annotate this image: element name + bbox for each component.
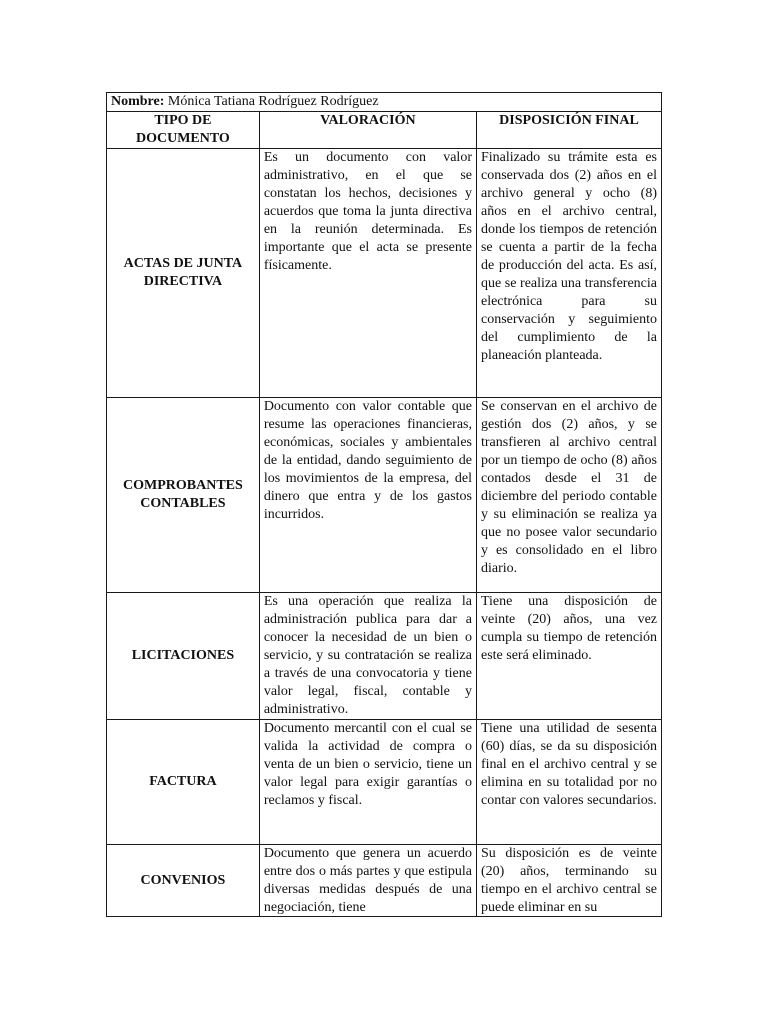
column-header-type: TIPO DE DOCUMENTO bbox=[107, 112, 260, 149]
valuation-text: Es una operación que realiza la administración publica para dar a conocer la necesidad de un bien o servicio, y su contratación se realiza a través de una convocatoria y tiene valor legal, fiscal, contable y administrativo. bbox=[259, 593, 476, 720]
column-header-valuation: VALORACIÓN bbox=[259, 112, 476, 149]
table-row bbox=[107, 398, 662, 593]
student-name: Mónica Tatiana Rodríguez Rodríguez bbox=[164, 94, 379, 109]
table-row bbox=[107, 593, 662, 720]
valuation-text: Es un documento con valor administrativo, en el que se constatan los hechos, decisiones y acuerdos que toma la junta directiva en la reunión determinada. Es importante que el acta se presente físicamente. bbox=[259, 149, 476, 398]
table-row bbox=[107, 149, 662, 398]
disposition-text: Tiene una disposición de veinte (20) años, una vez cumpla su tiempo de retención este será eliminado. bbox=[476, 593, 661, 720]
disposition-text: Tiene una utilidad de sesenta (60) días, se da su disposición final en el archivo central y se elimina en su totalidad por no contar con valores secundarios. bbox=[476, 720, 661, 845]
disposition-cell bbox=[476, 845, 661, 917]
table-row bbox=[107, 845, 662, 917]
name-label: Nombre: bbox=[111, 94, 165, 109]
disposition-text: Finalizado su trámite esta es conservada dos (2) años en el archivo general y ocho (8) años en el archivo central, donde los tiempos de retención se cuenta a partir de la fecha de producción del acta. Es así, que se realiza una transferencia electrónica para su conservación y seguimiento del cumplimiento de la planeación planteada. bbox=[476, 149, 661, 398]
disposition-text: Su disposición es de veinte (20) años, terminando su tiempo en el archivo central se puede eliminar en su bbox=[480, 846, 657, 915]
disposition-text: Se conservan en el archivo de gestión dos (2) años, y se transfieren al archivo central por un tiempo de ocho (8) años contados desde el 31 de diciembre del periodo contable y su eliminación se realiza ya que no posee valor secundario y es consolidado en el libro diario. bbox=[476, 398, 661, 593]
valuation-cell bbox=[259, 845, 476, 917]
document-type: FACTURA bbox=[107, 720, 260, 845]
valuation-text: Documento que genera un acuerdo entre dos o más partes y que estipula diversas medidas después de una negociación, tiene bbox=[263, 846, 472, 915]
column-header-row bbox=[107, 112, 662, 149]
document-type: CONVENIOS bbox=[107, 845, 260, 917]
name-cell bbox=[107, 93, 662, 112]
document-retention-table bbox=[106, 92, 662, 917]
table-row bbox=[107, 720, 662, 845]
document-type: ACTAS DE JUNTA DIRECTIVA bbox=[107, 149, 260, 398]
valuation-text: Documento mercantil con el cual se valida la actividad de compra o venta de un bien o servicio, tiene un valor legal para exigir garantías o reclamos y fiscal. bbox=[259, 720, 476, 845]
document-type: LICITACIONES bbox=[107, 593, 260, 720]
document-type: COMPROBANTES CONTABLES bbox=[107, 398, 260, 593]
name-row bbox=[107, 93, 662, 112]
column-header-disposition: DISPOSICIÓN FINAL bbox=[476, 112, 661, 149]
valuation-text: Documento con valor contable que resume las operaciones financieras, económicas, sociales y ambientales de la entidad, dando seguimiento de los movimientos de la empresa, del dinero que entra y de los gastos incurridos. bbox=[259, 398, 476, 593]
